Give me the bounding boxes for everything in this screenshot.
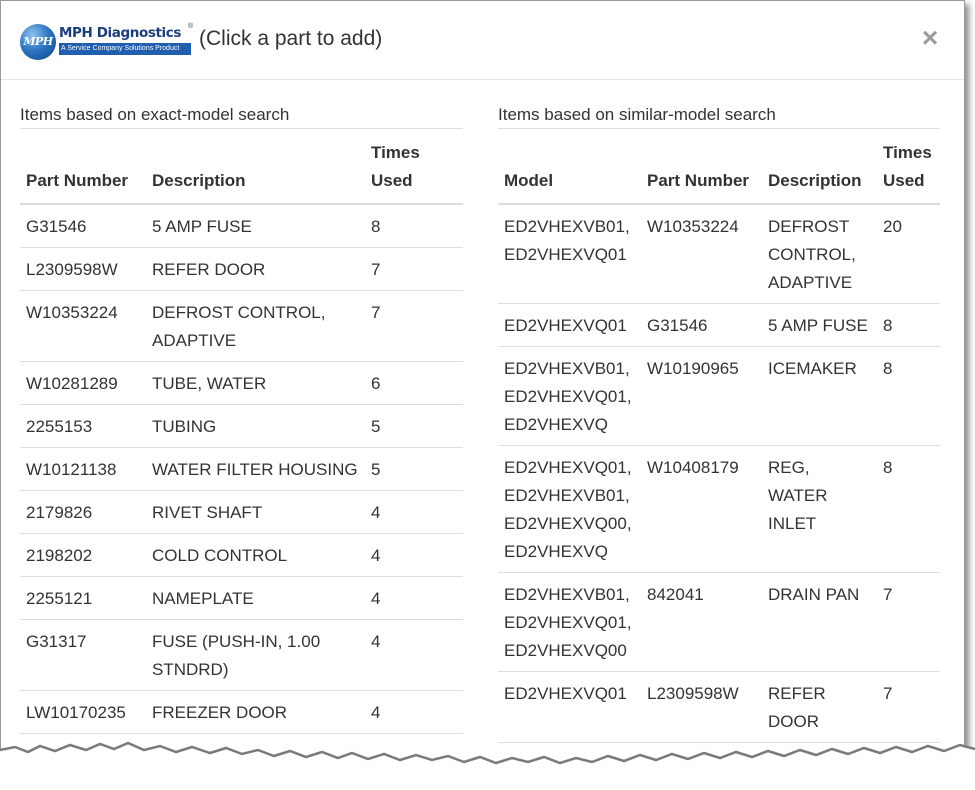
modal-header bbox=[1, 1, 964, 80]
exact-model-panel bbox=[20, 102, 463, 734]
description-cell: DRAIN PAN bbox=[762, 573, 877, 672]
table-row[interactable] bbox=[20, 362, 463, 405]
column-header-description: Description bbox=[762, 129, 877, 204]
part-number-cell: LW10170235 bbox=[20, 691, 146, 734]
column-header-description: Description bbox=[146, 129, 365, 204]
times-used-cell: 4 bbox=[365, 534, 463, 577]
description-cell: 5 AMP FUSE bbox=[146, 204, 365, 248]
logo-tagline: A Service Company Solutions Product bbox=[59, 43, 191, 55]
description-cell: REFER DOOR bbox=[146, 248, 365, 291]
table-row[interactable] bbox=[20, 534, 463, 577]
part-number-cell: 2179826 bbox=[20, 491, 146, 534]
part-number-cell: W10353224 bbox=[20, 291, 146, 362]
times-used-cell: 7 bbox=[365, 291, 463, 362]
logo-globe-icon: MPH bbox=[20, 24, 56, 60]
description-cell: 5 AMP FUSE bbox=[762, 304, 877, 347]
model-cell: ED2VHEXVB01, ED2VHEXVQ01 bbox=[498, 204, 641, 304]
table-row[interactable] bbox=[20, 691, 463, 734]
table-row[interactable] bbox=[20, 405, 463, 448]
description-cell: REG, WATER INLET bbox=[762, 446, 877, 573]
description-cell: RIVET SHAFT bbox=[146, 491, 365, 534]
part-number-cell: 2198202 bbox=[20, 534, 146, 577]
exact-model-table-body bbox=[20, 204, 463, 734]
part-number-cell: W10190965 bbox=[641, 347, 762, 446]
times-used-cell: 6 bbox=[365, 362, 463, 405]
description-cell: DEFROST CONTROL, ADAPTIVE bbox=[146, 291, 365, 362]
column-header-part-number: Part Number bbox=[20, 129, 146, 204]
logo-brand-text: MPH Diagnostics bbox=[59, 25, 181, 41]
logo-registered-mark: ® bbox=[188, 23, 194, 30]
torn-paper-edge bbox=[0, 738, 975, 790]
times-used-cell: 5 bbox=[365, 448, 463, 491]
part-number-cell: G31546 bbox=[641, 304, 762, 347]
times-used-cell: 7 bbox=[877, 573, 940, 672]
times-used-cell: 7 bbox=[877, 672, 940, 743]
part-number-cell: L2309598W bbox=[20, 248, 146, 291]
model-cell: ED2VHEXVB01, ED2VHEXVQ01, ED2VHEXVQ00 bbox=[498, 573, 641, 672]
description-cell: COLD CONTROL bbox=[146, 534, 365, 577]
part-number-cell: G31546 bbox=[20, 204, 146, 248]
table-row[interactable] bbox=[20, 620, 463, 691]
part-number-cell: 2255153 bbox=[20, 405, 146, 448]
times-used-cell: 20 bbox=[877, 204, 940, 304]
similar-model-heading: Items based on similar-model search bbox=[498, 102, 940, 129]
part-number-cell: 2255121 bbox=[20, 577, 146, 620]
column-header-part-number: Part Number bbox=[641, 129, 762, 204]
close-button[interactable]: × bbox=[921, 22, 939, 53]
description-cell: ICEMAKER bbox=[762, 347, 877, 446]
times-used-cell: 4 bbox=[365, 491, 463, 534]
table-row[interactable] bbox=[20, 577, 463, 620]
part-number-cell: L2309598W bbox=[641, 672, 762, 743]
model-cell: ED2VHEXVQ01, ED2VHEXVB01, ED2VHEXVQ00, ED2VHEXVQ bbox=[498, 446, 641, 573]
model-cell: ED2VHEXVQ01 bbox=[498, 672, 641, 743]
column-header-model: Model bbox=[498, 129, 641, 204]
column-header-times-used: Times Used bbox=[877, 129, 940, 204]
exact-model-heading: Items based on exact-model search bbox=[20, 102, 463, 129]
times-used-cell: 8 bbox=[877, 347, 940, 446]
table-row[interactable] bbox=[498, 347, 940, 446]
table-row[interactable] bbox=[498, 446, 940, 573]
similar-model-table bbox=[498, 129, 940, 743]
times-used-cell: 4 bbox=[365, 691, 463, 734]
table-row[interactable] bbox=[20, 291, 463, 362]
times-used-cell: 8 bbox=[365, 204, 463, 248]
description-cell: TUBING bbox=[146, 405, 365, 448]
description-cell: REFER DOOR bbox=[762, 672, 877, 743]
mph-diagnostics-logo bbox=[20, 24, 192, 62]
model-cell: ED2VHEXVQ01 bbox=[498, 304, 641, 347]
similar-model-table-body bbox=[498, 204, 940, 743]
part-number-cell: 842041 bbox=[641, 573, 762, 672]
table-row[interactable] bbox=[498, 304, 940, 347]
description-cell: TUBE, WATER bbox=[146, 362, 365, 405]
description-cell: DEFROST CONTROL, ADAPTIVE bbox=[762, 204, 877, 304]
table-row[interactable] bbox=[498, 573, 940, 672]
table-row[interactable] bbox=[20, 448, 463, 491]
exact-model-table bbox=[20, 129, 463, 734]
table-row[interactable] bbox=[20, 204, 463, 248]
times-used-cell: 8 bbox=[877, 304, 940, 347]
part-number-cell: G31317 bbox=[20, 620, 146, 691]
table-row[interactable] bbox=[498, 204, 940, 304]
description-cell: FREEZER DOOR bbox=[146, 691, 365, 734]
similar-model-panel bbox=[498, 102, 940, 743]
part-number-cell: W10408179 bbox=[641, 446, 762, 573]
table-header-row bbox=[498, 129, 940, 204]
modal-title: (Click a part to add) bbox=[199, 27, 383, 50]
times-used-cell: 8 bbox=[877, 446, 940, 573]
table-header-row bbox=[20, 129, 463, 204]
times-used-cell: 7 bbox=[365, 248, 463, 291]
part-number-cell: W10353224 bbox=[641, 204, 762, 304]
description-cell: WATER FILTER HOUSING bbox=[146, 448, 365, 491]
column-header-times-used: Times Used bbox=[365, 129, 463, 204]
description-cell: FUSE (PUSH-IN, 1.00 STNDRD) bbox=[146, 620, 365, 691]
times-used-cell: 5 bbox=[365, 405, 463, 448]
times-used-cell: 4 bbox=[365, 620, 463, 691]
table-row[interactable] bbox=[20, 491, 463, 534]
times-used-cell: 4 bbox=[365, 577, 463, 620]
model-cell: ED2VHEXVB01, ED2VHEXVQ01, ED2VHEXVQ bbox=[498, 347, 641, 446]
part-number-cell: W10281289 bbox=[20, 362, 146, 405]
table-row[interactable] bbox=[20, 248, 463, 291]
description-cell: NAMEPLATE bbox=[146, 577, 365, 620]
table-row[interactable] bbox=[498, 672, 940, 743]
part-number-cell: W10121138 bbox=[20, 448, 146, 491]
